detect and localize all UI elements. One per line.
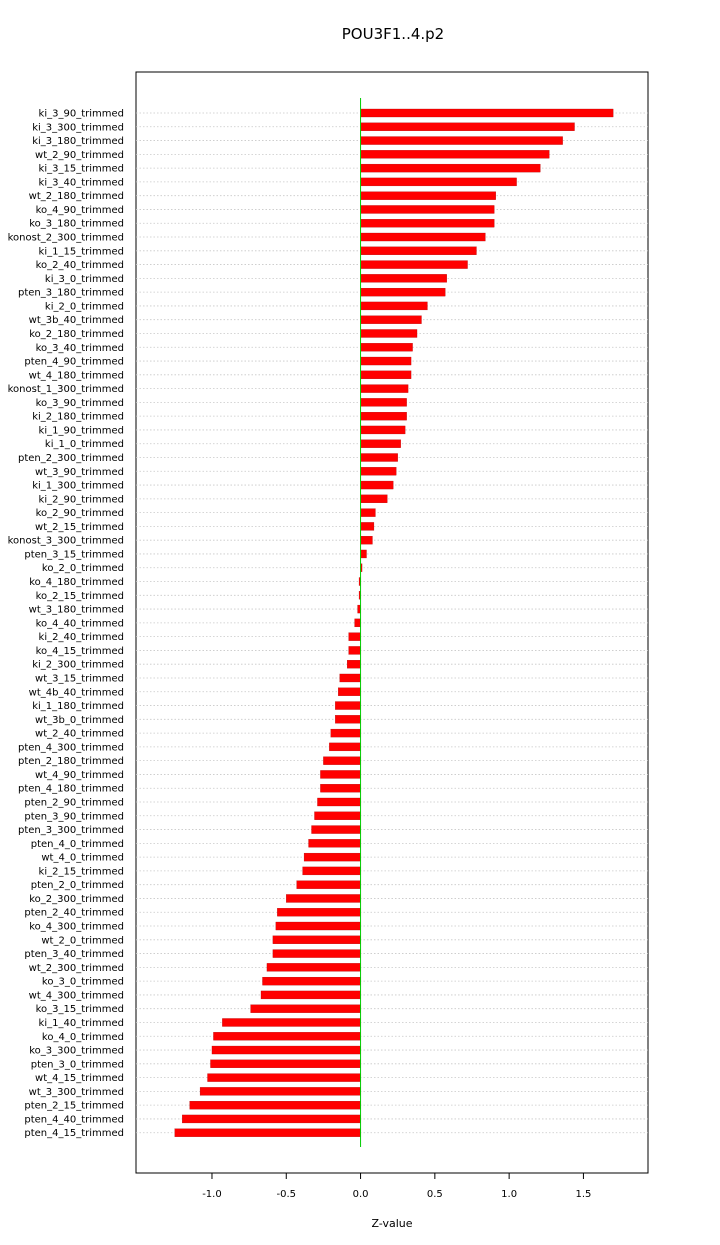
category-label: ki_3_15_trimmed [38, 163, 124, 175]
bar-ki_2_15_trimmed [303, 867, 361, 875]
bar-wt_2_0_trimmed [273, 936, 361, 944]
category-label: pten_3_40_trimmed [24, 949, 124, 961]
bar-wt_3_90_trimmed [361, 467, 397, 475]
category-label: pten_4_300_trimmed [17, 742, 124, 754]
bar-ko_2_180_trimmed [361, 329, 417, 337]
category-label: wt_4b_40_trimmed [28, 687, 124, 699]
bar-ko_2_90_trimmed [361, 509, 376, 517]
x-axis-label: Z-value [371, 1217, 413, 1230]
category-label: wt_4_0_trimmed [41, 852, 124, 864]
category-label: ko_2_90_trimmed [35, 508, 124, 520]
category-label: konost_1_300_trimmed [7, 384, 124, 396]
category-label: wt_2_15_trimmed [35, 521, 124, 533]
bar-ko_4_300_trimmed [276, 922, 361, 930]
category-label: pten_4_180_trimmed [17, 783, 124, 795]
category-label: wt_2_90_trimmed [35, 149, 124, 161]
category-label: ki_2_15_trimmed [38, 866, 124, 878]
x-axis-ticks [202, 1173, 591, 1200]
category-label: ki_3_300_trimmed [32, 122, 124, 134]
category-label: ko_2_15_trimmed [35, 590, 124, 602]
bar-ki_3_40_trimmed [361, 178, 517, 186]
bar-pten_2_90_trimmed [317, 798, 360, 806]
category-labels [8, 109, 124, 1140]
x-tick-label: 1.0 [501, 1189, 518, 1200]
bar-pten_4_0_trimmed [309, 839, 361, 847]
bar-wt_2_180_trimmed [361, 192, 496, 200]
bar-konost_1_300_trimmed [361, 385, 409, 393]
category-label: ki_1_0_trimmed [44, 439, 124, 451]
bar-ki_3_90_trimmed [361, 109, 614, 117]
bar-ki_1_90_trimmed [361, 426, 406, 434]
bar-wt_3_15_trimmed [340, 674, 361, 682]
category-label: wt_4_300_trimmed [28, 990, 124, 1002]
bar-pten_4_300_trimmed [329, 743, 360, 751]
bar-wt_4_180_trimmed [361, 371, 412, 379]
bar-pten_3_0_trimmed [210, 1060, 360, 1068]
bar-pten_4_15_trimmed [175, 1129, 361, 1137]
category-label: pten_2_0_trimmed [30, 880, 124, 892]
bar-wt_2_40_trimmed [331, 729, 361, 737]
bar-pten_2_0_trimmed [297, 881, 361, 889]
bar-pten_2_15_trimmed [190, 1101, 361, 1109]
category-label: ki_3_0_trimmed [44, 273, 124, 285]
category-label: ko_3_90_trimmed [35, 397, 124, 409]
category-label: konost_2_300_trimmed [7, 232, 124, 244]
bar-wt_4_300_trimmed [261, 991, 361, 999]
category-label: ki_1_180_trimmed [32, 701, 124, 713]
category-label: ko_3_0_trimmed [41, 976, 124, 988]
bar-ko_4_0_trimmed [213, 1032, 360, 1040]
bar-ko_4_40_trimmed [355, 619, 361, 627]
bar-ki_3_180_trimmed [361, 137, 563, 145]
category-label: pten_4_15_trimmed [24, 1128, 124, 1140]
category-label: pten_2_15_trimmed [24, 1100, 124, 1112]
bar-wt_4_0_trimmed [304, 853, 360, 861]
bar-ki_1_15_trimmed [361, 247, 477, 255]
bar-pten_3_15_trimmed [361, 550, 367, 558]
category-label: pten_3_0_trimmed [30, 1059, 124, 1071]
bar-ko_4_15_trimmed [349, 646, 361, 654]
category-label: ki_3_40_trimmed [38, 177, 124, 189]
category-label: ki_2_180_trimmed [32, 411, 124, 423]
bar-ko_2_40_trimmed [361, 261, 468, 269]
category-label: ko_3_300_trimmed [29, 1045, 124, 1057]
category-label: ki_2_0_trimmed [44, 301, 124, 313]
category-label: pten_2_180_trimmed [17, 756, 124, 768]
x-tick-label: -0.5 [276, 1189, 297, 1200]
category-label: wt_2_0_trimmed [41, 935, 124, 947]
bar-ko_3_15_trimmed [251, 1005, 361, 1013]
category-label: ki_3_180_trimmed [32, 136, 124, 148]
bar-pten_3_90_trimmed [314, 812, 360, 820]
bar-wt_4_90_trimmed [320, 770, 360, 778]
x-tick-label: 0.0 [352, 1189, 369, 1200]
bar-ki_1_180_trimmed [335, 702, 360, 710]
category-label: ko_4_40_trimmed [35, 618, 124, 630]
x-tick-label: 1.5 [575, 1189, 592, 1200]
category-label: pten_3_300_trimmed [17, 825, 124, 837]
bar-wt_3b_0_trimmed [335, 715, 360, 723]
bar-ko_3_90_trimmed [361, 398, 407, 406]
bar-pten_3_180_trimmed [361, 288, 446, 296]
bar-ki_3_0_trimmed [361, 274, 447, 282]
category-label: pten_4_90_trimmed [24, 356, 124, 368]
bar-wt_4b_40_trimmed [338, 688, 360, 696]
category-label: pten_4_0_trimmed [30, 838, 124, 850]
category-label: ki_1_15_trimmed [38, 246, 124, 258]
bar-ki_1_40_trimmed [222, 1018, 360, 1026]
bar-ki_3_300_trimmed [361, 123, 575, 131]
category-label: ko_2_40_trimmed [35, 260, 124, 272]
bar-wt_2_300_trimmed [267, 963, 361, 971]
bar-ki_2_90_trimmed [361, 495, 388, 503]
category-label: ki_3_90_trimmed [38, 108, 124, 120]
category-label: ko_2_300_trimmed [29, 893, 124, 905]
category-label: ki_1_90_trimmed [38, 425, 124, 437]
category-label: pten_4_40_trimmed [24, 1114, 124, 1126]
category-label: ki_1_40_trimmed [38, 1017, 124, 1029]
bar-ko_3_300_trimmed [212, 1046, 361, 1054]
category-label: wt_3_90_trimmed [35, 466, 124, 478]
category-label: ko_4_300_trimmed [29, 921, 124, 933]
category-label: pten_2_300_trimmed [17, 453, 124, 464]
category-label: konost_3_300_trimmed [7, 535, 124, 547]
category-label: wt_4_15_trimmed [35, 1073, 124, 1085]
bar-pten_2_180_trimmed [323, 757, 360, 765]
category-label: ko_3_40_trimmed [35, 342, 124, 354]
bar-pten_4_90_trimmed [361, 357, 412, 365]
bar-ko_4_90_trimmed [361, 205, 495, 213]
bar-ko_3_40_trimmed [361, 343, 413, 351]
category-label: ko_3_15_trimmed [35, 1004, 124, 1016]
category-label: wt_2_300_trimmed [28, 962, 124, 974]
bars [175, 109, 613, 1137]
category-label: ki_2_90_trimmed [38, 494, 124, 506]
category-label: ki_1_300_trimmed [32, 480, 124, 492]
bar-ki_3_15_trimmed [361, 164, 541, 172]
x-tick-label: 0.5 [426, 1189, 443, 1200]
category-label: wt_2_40_trimmed [35, 728, 124, 740]
bar-ki_2_40_trimmed [349, 633, 361, 641]
bar-ko_3_180_trimmed [361, 219, 495, 227]
category-label: pten_3_90_trimmed [24, 811, 124, 823]
bar-pten_2_300_trimmed [361, 454, 398, 462]
category-label: wt_4_180_trimmed [28, 370, 124, 382]
x-tick-label: -1.0 [202, 1189, 222, 1200]
bar-pten_3_300_trimmed [312, 826, 361, 834]
category-label: pten_3_15_trimmed [24, 549, 124, 561]
bar-pten_4_180_trimmed [320, 784, 360, 792]
chart-title: POU3F1..4.p2 [341, 25, 445, 43]
bar-konost_3_300_trimmed [361, 536, 373, 544]
bar-ki_1_300_trimmed [361, 481, 394, 489]
category-label: wt_3b_40_trimmed [28, 315, 124, 327]
category-label: wt_3b_0_trimmed [35, 714, 124, 726]
category-label: wt_3_300_trimmed [28, 1086, 124, 1098]
category-label: pten_3_180_trimmed [17, 287, 124, 299]
category-label: ko_3_180_trimmed [29, 218, 124, 230]
bar-wt_2_15_trimmed [361, 522, 374, 530]
category-label: ko_4_180_trimmed [29, 577, 124, 589]
bar-ki_1_0_trimmed [361, 440, 401, 448]
category-label: ko_4_0_trimmed [41, 1031, 124, 1043]
bar-konost_2_300_trimmed [361, 233, 486, 241]
bar-wt_3b_40_trimmed [361, 316, 422, 324]
bar-pten_3_40_trimmed [273, 950, 361, 958]
category-label: wt_3_15_trimmed [35, 673, 124, 685]
bar-pten_2_40_trimmed [277, 908, 360, 916]
category-label: wt_4_90_trimmed [35, 769, 124, 781]
bar-ko_2_300_trimmed [286, 894, 360, 902]
category-label: ko_2_0_trimmed [41, 563, 124, 575]
bar-wt_4_15_trimmed [208, 1074, 361, 1082]
category-label: ki_2_300_trimmed [32, 659, 124, 671]
bar-ko_3_0_trimmed [262, 977, 360, 985]
bar-ki_2_180_trimmed [361, 412, 407, 420]
bar-ki_2_0_trimmed [361, 302, 428, 310]
category-label: ko_4_15_trimmed [35, 645, 124, 657]
category-label: wt_3_180_trimmed [28, 604, 124, 616]
category-label: ko_4_90_trimmed [35, 204, 124, 216]
category-label: pten_2_90_trimmed [24, 797, 124, 809]
category-label: ko_2_180_trimmed [29, 328, 124, 340]
bar-pten_4_40_trimmed [182, 1115, 360, 1123]
bar-wt_2_90_trimmed [361, 150, 550, 158]
bar-wt_3_300_trimmed [200, 1087, 360, 1095]
bar-ki_2_300_trimmed [347, 660, 360, 668]
category-label: wt_2_180_trimmed [28, 191, 124, 203]
category-label: pten_2_40_trimmed [24, 907, 124, 919]
category-label: ki_2_40_trimmed [38, 632, 124, 644]
